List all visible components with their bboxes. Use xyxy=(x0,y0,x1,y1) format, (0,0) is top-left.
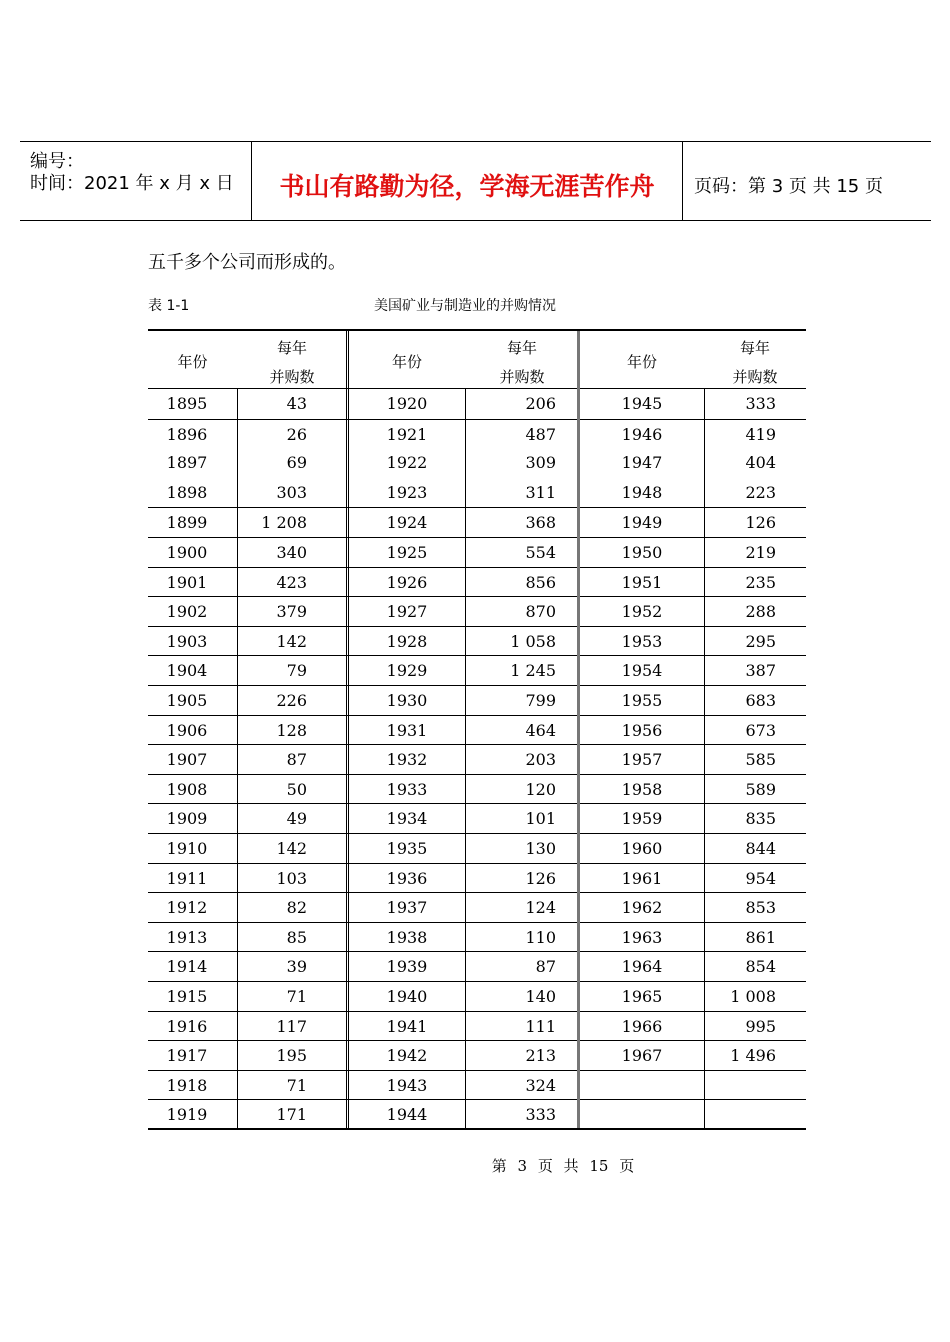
column-divider xyxy=(237,389,238,1128)
merger-count-cell: 120 xyxy=(525,779,556,799)
year-cell: 1898 xyxy=(166,482,208,502)
year-cell: 1944 xyxy=(386,1105,428,1125)
year-cell: 1896 xyxy=(166,424,208,444)
year-cell: 1897 xyxy=(166,453,208,473)
merger-count-cell: 853 xyxy=(745,898,776,918)
header-count-3-line2: 并购数 xyxy=(732,368,778,386)
header-motto xyxy=(251,142,683,220)
merger-count-cell: 1 058 xyxy=(510,631,556,651)
year-cell: 1964 xyxy=(621,957,663,977)
year-cell: 1902 xyxy=(166,602,208,622)
year-cell: 1917 xyxy=(166,1046,208,1066)
year-cell: 1966 xyxy=(621,1016,663,1036)
merger-count-cell: 126 xyxy=(745,513,776,533)
year-cell: 1951 xyxy=(621,572,663,592)
year-cell: 1961 xyxy=(621,868,663,888)
table-row xyxy=(148,507,806,537)
table-row xyxy=(148,419,806,449)
year-cell: 1919 xyxy=(166,1105,208,1125)
merger-count-cell: 870 xyxy=(525,602,556,622)
year-cell: 1899 xyxy=(166,513,208,533)
table-title: 美国矿业与制造业的并购情况 xyxy=(374,298,556,314)
year-cell: 1901 xyxy=(166,572,208,592)
merger-count-cell: 85 xyxy=(286,927,307,947)
table-header xyxy=(148,331,806,388)
table-row xyxy=(148,1040,806,1070)
table-bottom-rule xyxy=(148,1128,806,1130)
merger-count-cell: 103 xyxy=(276,868,307,888)
year-cell: 1938 xyxy=(386,927,428,947)
header-meta xyxy=(20,142,251,220)
table-label: 表 1-1 xyxy=(148,298,190,314)
year-cell: 1936 xyxy=(386,868,428,888)
year-cell: 1957 xyxy=(621,750,663,770)
year-cell: 1956 xyxy=(621,720,663,740)
merger-count-cell: 213 xyxy=(525,1046,556,1066)
year-cell: 1967 xyxy=(621,1046,663,1066)
year-cell: 1932 xyxy=(386,750,428,770)
year-cell: 1908 xyxy=(166,779,208,799)
year-cell: 1906 xyxy=(166,720,208,740)
year-cell: 1903 xyxy=(166,631,208,651)
year-cell: 1952 xyxy=(621,602,663,622)
year-cell: 1948 xyxy=(621,482,663,502)
merger-count-cell: 1 496 xyxy=(730,1046,776,1066)
table-row xyxy=(148,922,806,952)
year-cell: 1959 xyxy=(621,809,663,829)
header-page-info xyxy=(682,142,931,220)
year-cell: 1910 xyxy=(166,839,208,858)
merger-count-cell: 26 xyxy=(286,424,307,444)
merger-count-cell: 683 xyxy=(745,691,776,710)
year-cell: 1965 xyxy=(621,987,663,1006)
merger-count-cell: 311 xyxy=(525,482,556,502)
merger-count-cell: 206 xyxy=(525,394,556,413)
merger-count-cell: 39 xyxy=(286,957,307,977)
year-cell: 1905 xyxy=(166,691,208,710)
year-cell: 1915 xyxy=(166,987,208,1006)
column-divider xyxy=(704,389,705,1128)
table-row xyxy=(148,448,806,477)
year-cell: 1930 xyxy=(386,691,428,710)
merger-count-cell: 799 xyxy=(525,691,556,710)
merger-count-cell: 333 xyxy=(525,1105,556,1125)
merger-count-cell: 861 xyxy=(745,927,776,947)
year-cell: 1923 xyxy=(386,482,428,502)
table-row xyxy=(148,715,806,745)
merger-count-cell: 333 xyxy=(745,394,776,413)
merger-count-cell: 223 xyxy=(745,482,776,502)
merger-count-cell: 140 xyxy=(525,987,556,1006)
table-row xyxy=(148,626,806,656)
year-cell: 1947 xyxy=(621,453,663,473)
document-header xyxy=(20,141,931,221)
table-row xyxy=(148,478,806,507)
table-row xyxy=(148,744,806,774)
table-row xyxy=(148,537,806,567)
merger-count-cell: 226 xyxy=(276,691,307,710)
year-cell: 1937 xyxy=(386,898,428,918)
merger-count-cell: 844 xyxy=(745,839,776,858)
time-label: 时间：2021 年 x 月 x 日 xyxy=(30,173,234,194)
year-cell: 1945 xyxy=(621,394,663,413)
header-year-2: 年份 xyxy=(391,353,422,371)
merger-count-cell: 171 xyxy=(276,1105,307,1125)
year-cell: 1963 xyxy=(621,927,663,947)
year-cell: 1935 xyxy=(386,839,428,858)
year-cell: 1895 xyxy=(166,394,208,413)
merger-count-cell: 340 xyxy=(276,543,307,562)
table-row xyxy=(148,1011,806,1041)
merger-count-cell: 954 xyxy=(745,868,776,888)
merger-count-cell: 835 xyxy=(745,809,776,829)
merger-count-cell: 404 xyxy=(745,453,776,473)
year-cell: 1927 xyxy=(386,602,428,622)
merger-count-cell: 589 xyxy=(745,779,776,799)
merger-count-cell: 142 xyxy=(276,839,307,858)
header-count-2-line2: 并购数 xyxy=(499,368,545,386)
table-row xyxy=(148,803,806,833)
merger-count-cell: 419 xyxy=(745,424,776,444)
table-row xyxy=(148,567,806,597)
merger-count-cell: 128 xyxy=(276,720,307,740)
merger-count-cell: 49 xyxy=(286,809,307,829)
merger-count-cell: 464 xyxy=(525,720,556,740)
merger-count-cell: 1 245 xyxy=(510,661,556,681)
merger-count-cell: 126 xyxy=(525,868,556,888)
year-cell: 1934 xyxy=(386,809,428,829)
header-count-1-line2: 并购数 xyxy=(269,368,315,386)
merger-count-cell: 82 xyxy=(286,898,307,918)
year-cell: 1953 xyxy=(621,631,663,651)
year-cell: 1939 xyxy=(386,957,428,977)
merger-count-cell: 368 xyxy=(525,513,556,533)
table-row xyxy=(148,892,806,922)
merger-count-cell: 673 xyxy=(745,720,776,740)
year-cell: 1960 xyxy=(621,839,663,858)
table-row xyxy=(148,685,806,715)
merger-count-cell: 856 xyxy=(525,572,556,592)
year-cell: 1933 xyxy=(386,779,428,799)
table-row xyxy=(148,774,806,804)
merger-count-cell: 303 xyxy=(276,482,307,502)
year-cell: 1913 xyxy=(166,927,208,947)
table-row xyxy=(148,655,806,685)
year-cell: 1907 xyxy=(166,750,208,770)
motto-text: 书山有路勤为径，学海无涯苦作舟 xyxy=(279,172,655,201)
year-cell: 1946 xyxy=(621,424,663,444)
year-cell: 1949 xyxy=(621,513,663,533)
group-divider-thick xyxy=(577,331,580,1128)
merger-count-cell: 324 xyxy=(525,1075,556,1095)
merger-count-cell: 101 xyxy=(525,809,556,829)
year-cell: 1955 xyxy=(621,691,663,710)
intro-text: 五千多个公司而形成的。 xyxy=(148,252,346,273)
merger-count-cell: 423 xyxy=(276,572,307,592)
table-row xyxy=(148,1099,806,1129)
merger-count-cell: 1 208 xyxy=(261,513,307,533)
merger-count-cell: 585 xyxy=(745,750,776,770)
header-year-3: 年份 xyxy=(626,353,657,371)
year-cell: 1931 xyxy=(386,720,428,740)
year-cell: 1904 xyxy=(166,661,208,681)
year-cell: 1926 xyxy=(386,572,428,592)
page-footer-text: 第 3 页 共 15 页 xyxy=(491,1157,635,1175)
year-cell: 1942 xyxy=(386,1046,428,1066)
table-row xyxy=(148,596,806,626)
merger-count-cell: 854 xyxy=(745,957,776,977)
year-cell: 1925 xyxy=(386,543,428,562)
merger-count-cell: 43 xyxy=(286,394,307,413)
merger-count-cell: 87 xyxy=(286,750,307,770)
year-cell: 1918 xyxy=(166,1075,208,1095)
header-year-1: 年份 xyxy=(177,353,208,371)
header-count-2-line1: 每年 xyxy=(506,339,537,357)
merger-count-cell: 288 xyxy=(745,602,776,622)
year-cell: 1941 xyxy=(386,1016,428,1036)
year-cell: 1929 xyxy=(386,661,428,681)
merger-count-cell: 195 xyxy=(276,1046,307,1066)
year-cell: 1928 xyxy=(386,631,428,651)
table-row xyxy=(148,389,806,418)
table-row xyxy=(148,863,806,893)
merger-count-cell: 117 xyxy=(276,1016,307,1036)
merger-count-cell: 235 xyxy=(745,572,776,592)
year-cell: 1912 xyxy=(166,898,208,918)
merger-count-cell: 1 008 xyxy=(730,987,776,1006)
year-cell: 1914 xyxy=(166,957,208,977)
merger-count-cell: 87 xyxy=(535,957,556,977)
table-row xyxy=(148,1070,806,1100)
merger-count-cell: 995 xyxy=(745,1016,776,1036)
merger-count-cell: 487 xyxy=(525,424,556,444)
page-info-text: 页码：第 3 页 共 15 页 xyxy=(694,176,883,197)
year-cell: 1920 xyxy=(386,394,428,413)
merger-count-cell: 71 xyxy=(286,1075,307,1095)
number-label: 编号： xyxy=(30,151,84,172)
page-footer xyxy=(0,1155,950,1176)
merger-count-cell: 309 xyxy=(525,453,556,473)
table-row xyxy=(148,951,806,981)
merger-count-cell: 69 xyxy=(286,453,307,473)
header-count-1-line1: 每年 xyxy=(276,339,307,357)
merger-count-cell: 130 xyxy=(525,839,556,858)
year-cell: 1954 xyxy=(621,661,663,681)
header-count-3-line1: 每年 xyxy=(739,339,770,357)
year-cell: 1950 xyxy=(621,543,663,562)
merger-count-cell: 387 xyxy=(745,661,776,681)
merger-count-cell: 124 xyxy=(525,898,556,918)
merger-count-cell: 71 xyxy=(286,987,307,1006)
merger-count-cell: 203 xyxy=(525,750,556,770)
year-cell: 1943 xyxy=(386,1075,428,1095)
year-cell: 1921 xyxy=(386,424,428,444)
merger-count-cell: 554 xyxy=(525,543,556,562)
merger-count-cell: 295 xyxy=(745,631,776,651)
table-row xyxy=(148,981,806,1011)
table-row xyxy=(148,833,806,863)
merger-count-cell: 50 xyxy=(286,779,307,799)
merger-count-cell: 379 xyxy=(276,602,307,622)
merger-count-cell: 110 xyxy=(525,927,556,947)
year-cell: 1911 xyxy=(166,868,208,888)
year-cell: 1909 xyxy=(166,809,208,829)
merger-count-cell: 111 xyxy=(525,1016,556,1036)
year-cell: 1900 xyxy=(166,543,208,562)
group-divider-double xyxy=(346,331,349,1128)
year-cell: 1922 xyxy=(386,453,428,473)
year-cell: 1940 xyxy=(386,987,428,1006)
year-cell: 1962 xyxy=(621,898,663,918)
year-cell: 1958 xyxy=(621,779,663,799)
merger-count-cell: 219 xyxy=(745,543,776,562)
merger-count-cell: 79 xyxy=(286,661,307,681)
year-cell: 1924 xyxy=(386,513,428,533)
year-cell: 1916 xyxy=(166,1016,208,1036)
merger-count-cell: 142 xyxy=(276,631,307,651)
column-divider xyxy=(465,389,466,1128)
